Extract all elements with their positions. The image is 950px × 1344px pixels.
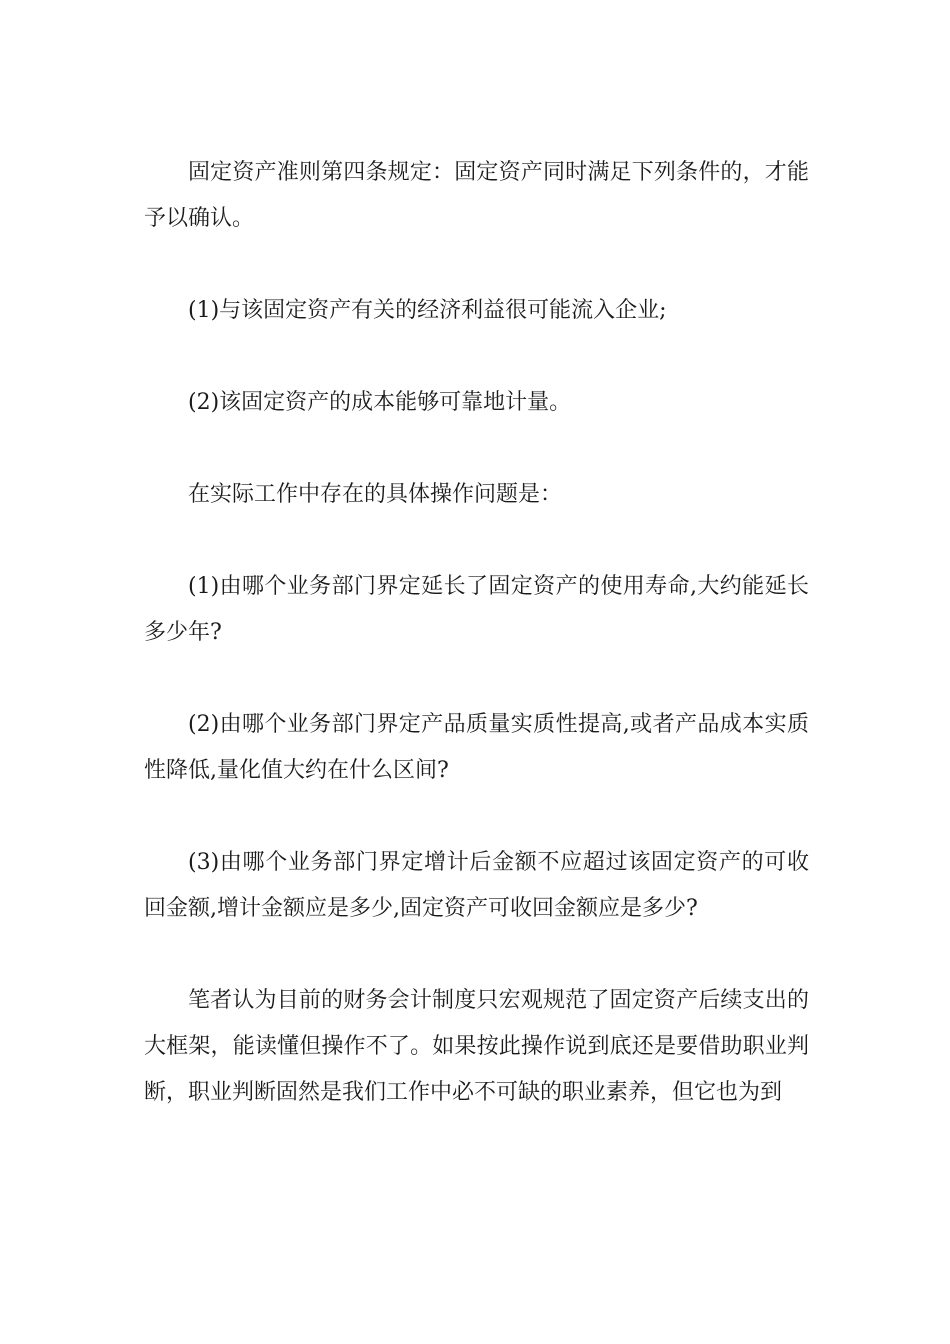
paragraph-problems-intro: 在实际工作中存在的具体操作问题是：	[188, 482, 563, 507]
paragraph-recognition-rule: 固定资产准则第四条规定：固定资产同时满足下列条件的，才能予以确认。	[144, 160, 809, 231]
paragraph-condition-2: (2)该固定资产的成本能够可靠地计量。	[188, 390, 572, 415]
paragraph-question-3: (3)由哪个业务部门界定增计后金额不应超过该固定资产的可收回金额,增计金额应是多少,固定资产可收回金额应是多少?	[144, 850, 809, 921]
paragraph-author-opinion: 笔者认为目前的财务会计制度只宏观规范了固定资产后续支出的大框架，能读懂但操作不了。如果按此操作说到底还是要借助职业判断，职业判断固然是我们工作中必不可缺的职业素养，但它也为到	[144, 988, 809, 1105]
document-body	[144, 150, 809, 1162]
paragraph-question-1: (1)由哪个业务部门界定延长了固定资产的使用寿命,大约能延长多少年?	[144, 574, 809, 645]
paragraph-condition-1: (1)与该固定资产有关的经济利益很可能流入企业;	[188, 298, 667, 323]
paragraph-question-2: (2)由哪个业务部门界定产品质量实质性提高,或者产品成本实质性降低,量化值大约在什么区间?	[144, 712, 809, 783]
